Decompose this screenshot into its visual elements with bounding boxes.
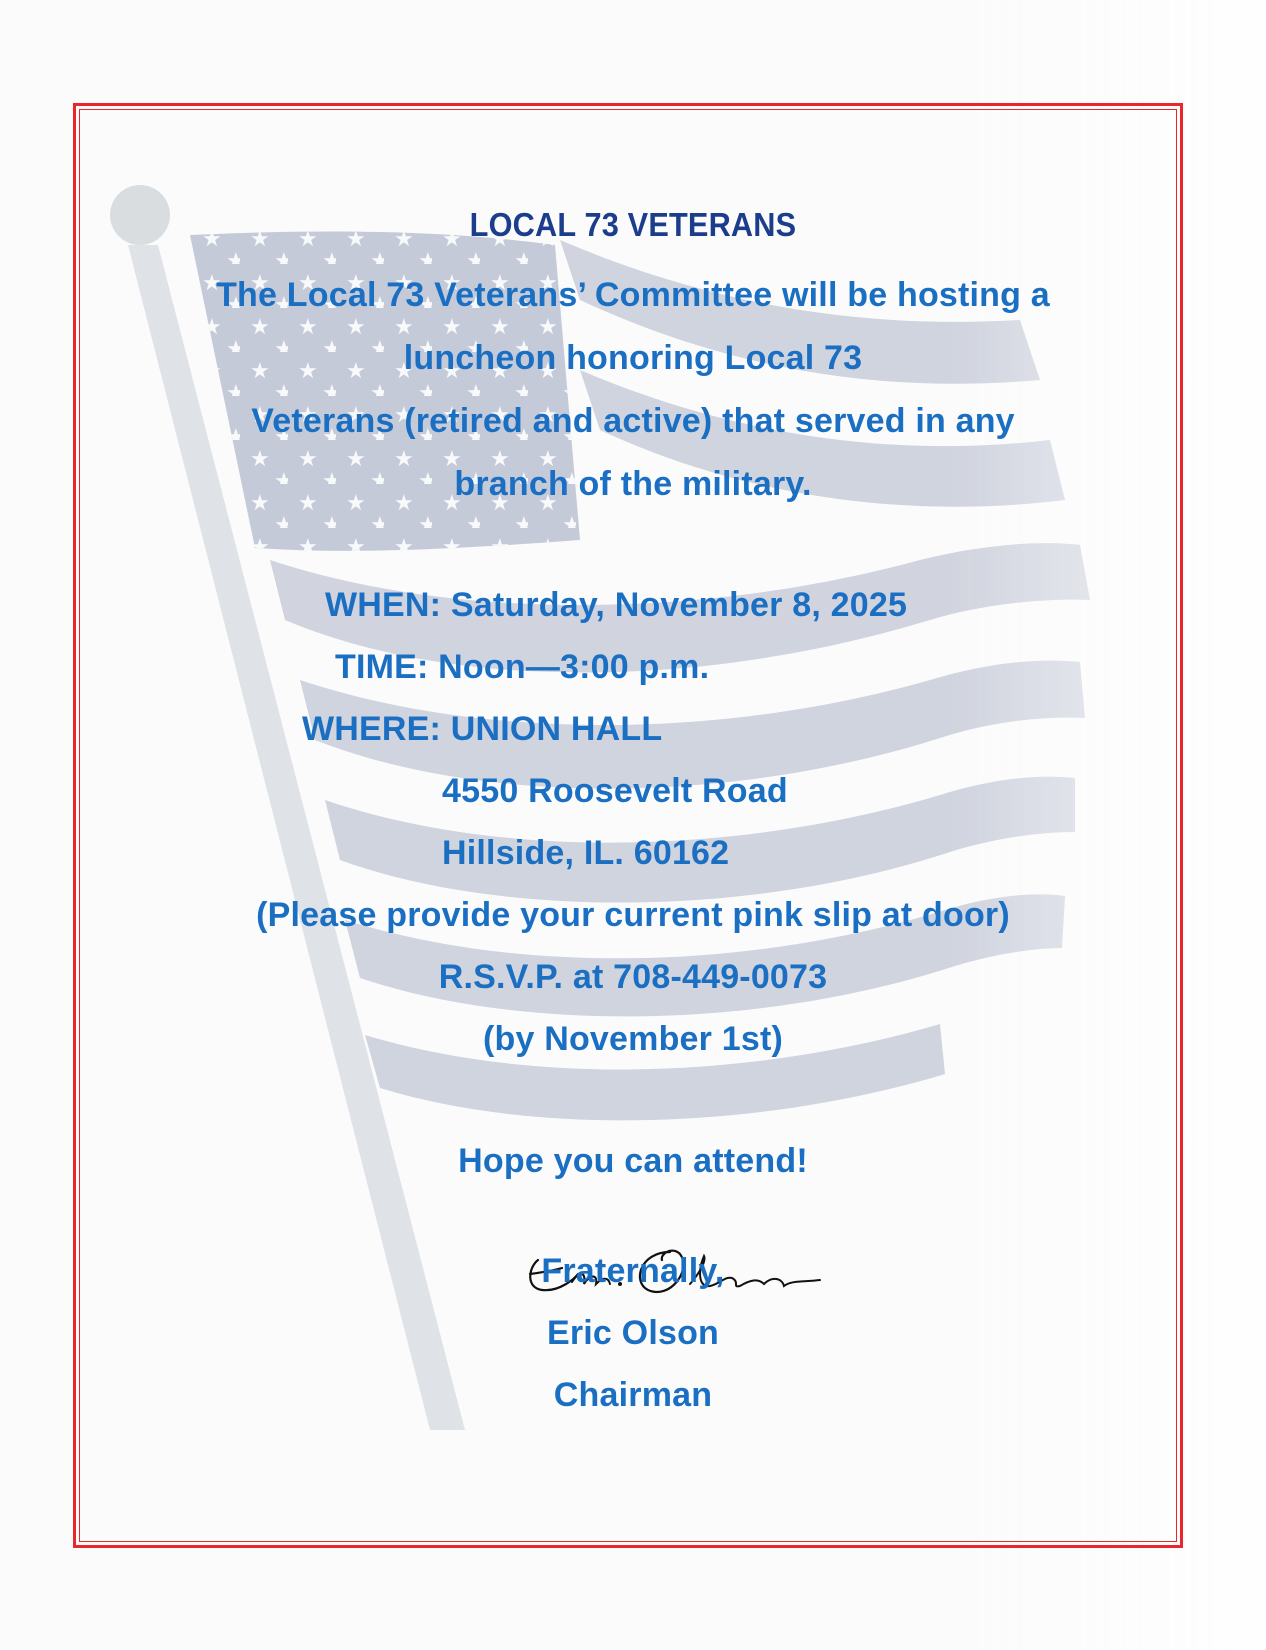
address-street: 4550 Roosevelt Road: [442, 772, 788, 810]
intro-line-1: The Local 73 Veterans’ Committee will be hosting a: [216, 276, 1050, 314]
intro-line-4: branch of the military.: [454, 465, 812, 503]
hope-line: Hope you can attend!: [458, 1142, 808, 1180]
heading: LOCAL 73 VETERANS: [469, 206, 797, 243]
where-line: WHERE: UNION HALL: [302, 710, 663, 748]
intro-line-2: luncheon honoring Local 73: [403, 339, 863, 377]
valediction: Fraternally,: [541, 1252, 725, 1290]
intro-line-3: Veterans (retired and active) that served in any: [251, 402, 1015, 440]
pink-slip-note: (Please provide your current pink slip at door): [256, 896, 1010, 934]
rsvp-line: R.S.V.P. at 708-449-0073: [438, 958, 828, 996]
signer-role: Chairman: [553, 1376, 713, 1414]
signer-name: Eric Olson: [546, 1314, 720, 1352]
time-line: TIME: Noon—3:00 p.m.: [335, 648, 710, 686]
rsvp-deadline: (by November 1st): [482, 1020, 784, 1058]
when-line: WHEN: Saturday, November 8, 2025: [325, 586, 908, 624]
address-city: Hillside, IL. 60162: [442, 834, 730, 872]
